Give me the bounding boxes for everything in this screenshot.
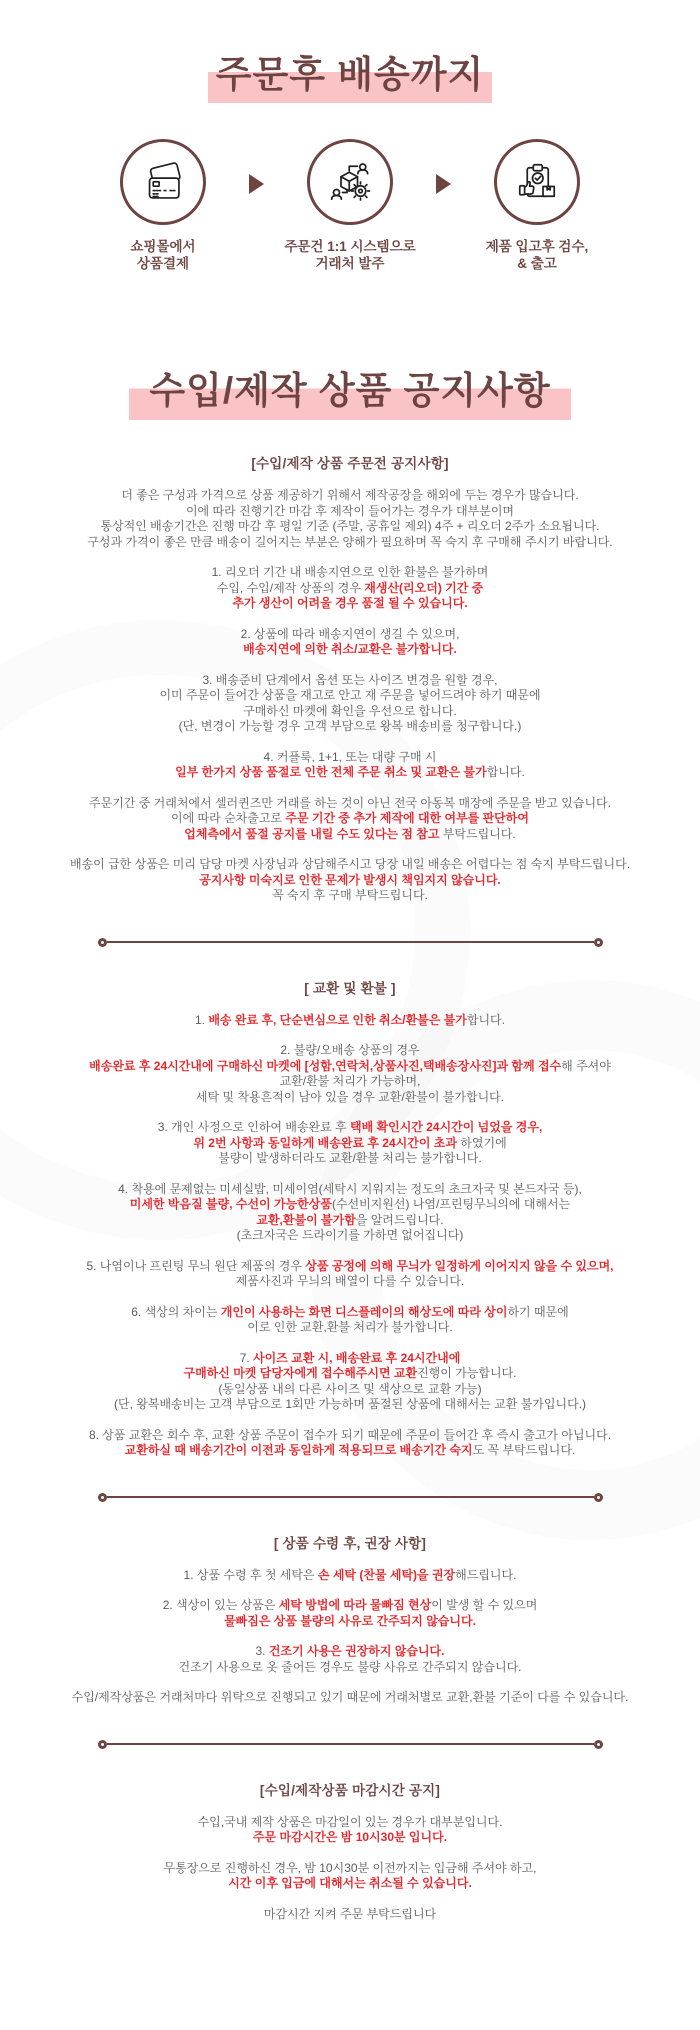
text-segment: 교환하실 때 배송기간이 이전과 동일하게 적용되므로 배송기간 숙지 xyxy=(124,1443,473,1457)
step-inspection-shipping xyxy=(451,139,623,272)
step-caption xyxy=(130,238,195,272)
text-segment: (수선비지원선) 나염/프린팅무늬의에 대해서는 xyxy=(331,1197,571,1211)
text-segment: 손 세탁 (찬물 세탁)을 권장 xyxy=(317,1567,456,1582)
notice-paragraph xyxy=(14,627,686,658)
step-shop-payment xyxy=(77,139,249,272)
text-segment: 주문기간 중 거래처에서 셀러퀸즈만 거래를 하는 것이 아닌 전국 아동복 매장에 주문을 받고 있습니다. xyxy=(89,795,611,810)
caption-line: 상품결제 xyxy=(136,256,190,271)
order-system-icon xyxy=(326,158,374,206)
arrow-right-icon xyxy=(249,174,264,194)
notice-paragraph xyxy=(14,1013,686,1029)
notice-paragraph xyxy=(14,488,686,550)
text-segment: 해드립니다. xyxy=(455,1567,517,1582)
notice-section xyxy=(0,977,700,1459)
text-segment: 구매하신 마켓 담당자에게 접수해주시면 교환 xyxy=(183,1366,418,1380)
text-segment: 사이즈 교환 시, 배송완료 후 24시간내에 xyxy=(253,1350,461,1365)
text-segment: 상품 공정에 의해 무늬가 일정하게 이어지지 않을 수 있으며, xyxy=(305,1258,614,1273)
text-segment: 7. xyxy=(239,1350,254,1365)
divider-line xyxy=(107,941,594,943)
text-segment: 도 꼭 부탁드립니다. xyxy=(472,1443,576,1457)
text-segment: 6. 색상의 차이는 xyxy=(131,1304,221,1319)
arrow-right-icon xyxy=(436,174,451,194)
notice-paragraph xyxy=(14,1428,686,1459)
text-segment: 세탁 및 착용흔적이 남아 있을 경우 교환/환불이 불가합니다. xyxy=(195,1089,505,1104)
notice-section xyxy=(0,1532,700,1706)
divider-ring-icon xyxy=(98,1740,107,1749)
section-divider xyxy=(98,1493,603,1502)
divider-ring-icon xyxy=(594,1493,603,1502)
text-segment: 더 좋은 구성과 가격으로 상품 제공하기 위해서 제작공장을 해외에 두는 경우가 많습니다. xyxy=(121,488,579,502)
notice-paragraph xyxy=(14,1861,686,1892)
text-segment: 건조기 사용으로 옷 줄어든 경우도 불량 사유로 간주되지 않습니다. xyxy=(178,1659,522,1674)
credit-card-icon xyxy=(140,159,187,206)
text-segment: 합니다. xyxy=(466,1012,505,1027)
notice-paragraph xyxy=(14,1305,686,1336)
text-segment: 구성과 가격이 좋은 만큼 배송이 길어지는 부분은 양해가 필요하며 꼭 숙지 후 구매해 주시기 바랍니다. xyxy=(87,534,613,549)
text-segment: (단, 변경이 가능할 경우 고객 부담으로 왕복 배송비를 청구합니다.) xyxy=(178,719,522,733)
step-circle xyxy=(307,139,393,225)
text-segment: 미세한 박음질 불량, 수선이 가능한상품 xyxy=(129,1197,332,1211)
text-segment: 개인이 사용하는 화면 디스플레이의 해상도에 따라 상이 xyxy=(220,1304,508,1319)
main-title xyxy=(0,0,700,105)
step-order-system xyxy=(264,139,436,272)
text-segment: 4. 커플룩, 1+1, 또는 대량 구매 시 xyxy=(263,749,437,764)
notice-paragraph xyxy=(14,1351,686,1413)
section-heading: [수입/제작상품 마감시간 공지] xyxy=(259,1782,441,1798)
text-segment: 을 알려드립니다. xyxy=(355,1212,444,1227)
caption-line: 제품 입고후 검수, xyxy=(485,239,589,254)
text-segment: 3. 배송준비 단계에서 옵션 또는 사이즈 변경을 원할 경우, xyxy=(202,672,498,687)
text-segment: 시간 이후 입금에 대해서는 취소될 수 있습니다. xyxy=(228,1876,472,1890)
text-segment: 배송완료 후 24시간내에 구매하신 마켓에 [성함,연락처,상품사진,택배송장사진]과 함께 접수 xyxy=(89,1058,562,1073)
text-segment: 위 2번 사항과 동일하게 배송완료 후 24시간이 초과 xyxy=(193,1135,457,1150)
text-segment: 부탁드립니다. xyxy=(439,826,516,841)
text-segment: 제품사진과 무늬의 배열이 다를 수 있습니다. xyxy=(235,1274,465,1288)
section-divider xyxy=(98,938,603,947)
step-circle xyxy=(494,139,580,225)
text-segment: 일부 한가지 상품 품절로 인한 전체 주문 취소 및 교환은 불가 xyxy=(175,765,487,779)
main-title-text: 주문후 배송까지 xyxy=(208,44,492,105)
text-segment: 3. 개인 사정으로 인하여 배송완료 후 xyxy=(157,1120,350,1134)
caption-line: & 출고 xyxy=(517,256,557,271)
text-segment: 주문 마감시간은 밤 10시30분 입니다. xyxy=(252,1830,448,1844)
caption-line: 쇼핑몰에서 xyxy=(130,239,196,254)
text-segment: 불량이 발생하더라도 교환/환불 처리는 불가합니다. xyxy=(218,1151,482,1165)
notice-paragraph xyxy=(14,1644,686,1675)
text-segment: 이로 인한 교환,환불 처리가 불가합니다. xyxy=(247,1320,453,1334)
caption-line: 거래처 발주 xyxy=(315,256,385,271)
text-segment: 추가 생산이 어려울 경우 품절 될 수 있습니다. xyxy=(232,596,468,610)
divider-ring-icon xyxy=(98,938,107,947)
notice-paragraph xyxy=(14,1690,686,1706)
divider-ring-icon xyxy=(594,1740,603,1749)
divider-line xyxy=(107,1496,594,1498)
notice-paragraph xyxy=(14,1259,686,1290)
text-segment: 하였기에 xyxy=(456,1135,507,1150)
text-segment: 재생산(리오더) 기간 중 xyxy=(364,580,484,595)
text-segment: (단, 왕복배송비는 고객 부담으로 1회만 가능하며 품절된 상품에 대해서는 교환 불가입니다.) xyxy=(114,1397,586,1411)
notice-section xyxy=(0,452,700,904)
text-segment: 진행이 가능합니다. xyxy=(417,1366,517,1380)
text-segment: 꼭 숙지 후 구매 부탁드립니다. xyxy=(272,888,428,902)
text-segment: 이미 주문이 들어간 상품을 재고로 안고 재 주문을 넣어드려야 하기 때문에 xyxy=(159,688,541,702)
text-segment: 3. xyxy=(255,1644,269,1658)
text-segment: 합니다. xyxy=(486,765,525,779)
text-segment: 2. 색상이 있는 상품은 xyxy=(162,1598,279,1612)
text-segment: 구매하신 마켓에 확인을 우선으로 합니다. xyxy=(243,703,457,718)
text-segment: 택배 확인시간 24시간이 넘었을 경우, xyxy=(350,1120,543,1134)
text-segment: 건조기 사용은 권장하지 않습니다. xyxy=(268,1644,445,1658)
text-segment: 1. 리오더 기간 내 배송지연으로 인한 환불은 불가하며 xyxy=(211,565,489,579)
step-circle xyxy=(120,139,206,225)
text-segment: 교환/환불 처리가 가능하며, xyxy=(279,1074,421,1088)
notice-paragraph xyxy=(14,1815,686,1846)
notice-paragraph xyxy=(14,1182,686,1244)
section-divider xyxy=(98,1740,603,1749)
divider-line xyxy=(107,1743,594,1745)
divider-ring-icon xyxy=(594,938,603,947)
text-segment: 1. xyxy=(195,1012,209,1027)
text-segment: 배송이 급한 상품은 미리 담당 마켓 사장님과 상담해주시고 당장 내일 배송은 어렵다는 점 숙지 부탁드립니다. xyxy=(69,857,631,871)
notice-paragraph xyxy=(14,857,686,904)
text-segment: (초크자국은 드라이기를 가하면 없어집니다) xyxy=(236,1228,464,1242)
divider-ring-icon xyxy=(98,1493,107,1502)
text-segment: 주문 기간 중 추가 제작에 대한 여부를 판단하여 xyxy=(285,811,529,825)
text-segment: 2. 불량/오배송 상품의 경우 xyxy=(280,1043,420,1057)
text-segment: 이 발생 할 수 있으며 xyxy=(431,1598,538,1612)
text-segment: 물빠짐은 상품 불량의 사유로 간주되지 않습니다. xyxy=(224,1613,476,1628)
notice-section xyxy=(0,1779,700,1923)
text-segment: 이에 따라 순차출고로 xyxy=(171,811,286,825)
text-segment: 배송지연에 의한 취소/교환은 불가합니다. xyxy=(243,642,457,656)
text-segment: 교환,환불이 불가함 xyxy=(256,1212,356,1227)
section-heading: [ 교환 및 환불 ] xyxy=(304,980,396,996)
text-segment: 4. 착용에 문제없는 미세실밥, 미세이염(세탁시 지워지는 정도의 초크자국 및 본드자국 등), xyxy=(118,1181,582,1196)
text-segment: 마감시간 지켜 주문 부탁드립니다 xyxy=(263,1906,437,1921)
process-steps xyxy=(0,139,700,272)
text-segment: 해 주셔야 xyxy=(561,1058,611,1073)
section-heading: [ 상품 수령 후, 권장 사항] xyxy=(273,1535,427,1551)
step-caption xyxy=(284,238,415,272)
text-segment: 수입, 수입/제작 상품의 경우 xyxy=(216,580,365,595)
text-segment: 1. 상품 수령 후 첫 세탁은 xyxy=(183,1567,318,1582)
text-segment: 5. 나염이나 프린팅 무늬 원단 제품의 경우 xyxy=(86,1258,306,1273)
notice-paragraph xyxy=(14,1907,686,1923)
notice-title xyxy=(0,360,700,422)
notice-title-text: 수입/제작 상품 공지사항 xyxy=(129,360,570,422)
text-segment: 2. 상품에 따라 배송지연이 생길 수 있으며, xyxy=(240,626,460,641)
text-segment: 업체측에서 품절 공지를 내릴 수도 있다는 점 참고 xyxy=(184,826,440,841)
notice-paragraph xyxy=(14,1120,686,1167)
text-segment: 8. 상품 교환은 회수 후, 교환 상품 주문이 접수가 되기 때문에 주문이 들어간 후 즉시 출고가 아닙니다. xyxy=(88,1427,612,1442)
notice-paragraph xyxy=(14,1598,686,1629)
text-segment: 수입/제작상품은 거래처마다 위탁으로 진행되고 있기 때문에 거래처별로 교환,환불 기준이 다를 수 있습니다. xyxy=(71,1690,629,1704)
text-segment: 공지사항 미숙지로 인한 문제가 발생시 책임지지 않습니다. xyxy=(199,872,501,887)
text-segment: 이에 따라 진행기간 마감 후 제작이 들어가는 경우가 대부분이며 xyxy=(185,503,515,518)
notice-paragraph xyxy=(14,1043,686,1105)
notice-paragraph xyxy=(14,673,686,735)
text-segment: 하기 때문에 xyxy=(507,1304,569,1319)
step-caption xyxy=(486,238,589,272)
text-segment: 세탁 방법에 따라 물빠짐 현상 xyxy=(278,1598,432,1612)
text-segment: (동일상품 내의 다른 사이즈 및 색상으로 교환 가능) xyxy=(218,1381,482,1396)
notice-paragraph xyxy=(14,565,686,612)
text-segment: 수입,국내 제작 상품은 마감일이 있는 경우가 대부분입니다. xyxy=(197,1814,503,1829)
notice-paragraph xyxy=(14,1568,686,1584)
text-segment: 배송 완료 후, 단순변심으로 인한 취소/환불은 불가 xyxy=(208,1012,467,1027)
notice-sections xyxy=(0,452,700,1922)
inspection-icon xyxy=(513,158,561,206)
section-heading: [수입/제작 상품 주문전 공지사항] xyxy=(251,456,449,471)
text-segment: 무통장으로 진행하신 경우, 밤 10시30분 이전까지는 입금해 주셔야 하고, xyxy=(163,1860,537,1875)
notice-paragraph xyxy=(14,750,686,781)
notice-paragraph xyxy=(14,796,686,843)
caption-line: 주문건 1:1 시스템으로 xyxy=(284,239,416,254)
text-segment: 통상적인 배송기간은 진행 마감 후 평일 기준 (주말, 공휴일 제외) 4주 + 리오더 2주가 소요됩니다. xyxy=(100,519,600,533)
